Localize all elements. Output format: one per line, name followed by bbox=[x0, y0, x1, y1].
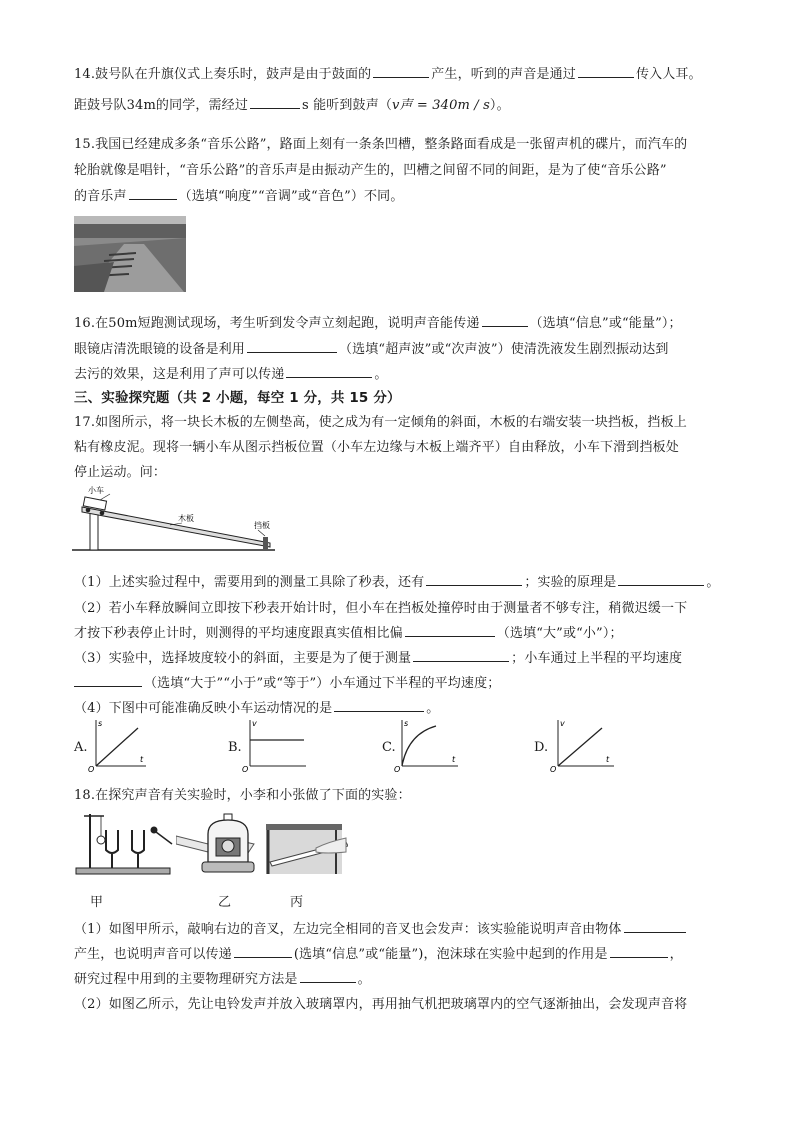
q18-blank-2[interactable] bbox=[234, 944, 292, 958]
option-a-graph[interactable] bbox=[86, 716, 150, 772]
q15-text-a: 的音乐声 bbox=[74, 189, 127, 204]
q16-text-c: 眼镜店清洗眼镜的设备是利用 bbox=[74, 342, 245, 357]
axis-s-a: s bbox=[98, 719, 103, 728]
q17-s4-a: （4）下图中可能准确反映小车运动情况的是 bbox=[74, 701, 333, 716]
q14-line2 bbox=[74, 94, 510, 113]
q18-blank-3[interactable] bbox=[610, 944, 668, 958]
option-b-graph[interactable] bbox=[240, 716, 310, 772]
q17-line2: 粘有橡皮泥。现将一辆小车从图示挡板位置（小车左边缘与木板上端齐平）自由释放，小车下滑到挡板处 bbox=[74, 440, 679, 455]
q16-text-b: （选填“信息”或“能量”）； bbox=[529, 316, 682, 331]
q14-text-d: 距鼓号队34m的同学，需经过 bbox=[74, 98, 248, 113]
q18-s1-line1 bbox=[74, 918, 688, 937]
q16-blank-2[interactable] bbox=[247, 339, 337, 353]
q16-blank-1[interactable] bbox=[482, 313, 528, 327]
q17-s3-a: （3）实验中，选择坡度较小的斜面，主要是为了便于测量 bbox=[74, 651, 412, 666]
q17-s2-a: 才按下秒表停止计时，则测得的平均速度跟真实值相比偏 bbox=[74, 626, 403, 641]
option-a-label[interactable]: A. bbox=[74, 740, 88, 755]
q16-text-a: 16.在50m短跑测试现场，考生听到发令声立刻起跑，说明声音能传递 bbox=[74, 316, 480, 331]
option-d-label[interactable]: D. bbox=[534, 740, 549, 755]
q18-s2-line1: （2）如图乙所示，先让电铃发声并放入玻璃罩内，再用抽气机把玻璃罩内的空气逐渐抽出，会发现声音将 bbox=[74, 997, 688, 1012]
incline-figure bbox=[70, 483, 280, 555]
axis-v-b: v bbox=[252, 719, 257, 728]
q16-line2 bbox=[74, 338, 669, 357]
q15-blank[interactable] bbox=[129, 186, 177, 200]
q14-blank-1[interactable] bbox=[373, 64, 429, 78]
q14-text-c: 传入人耳。 bbox=[635, 67, 702, 82]
q16-text-f: 。 bbox=[374, 367, 388, 382]
q16-text-e: 去污的效果，这是利用了声可以传递 bbox=[74, 367, 285, 382]
q18-s1-c: (选填“信息”或“能量”)，泡沫球在实验中起到的作用是 bbox=[293, 947, 608, 962]
q15-line1: 15.我国已经建成多条“音乐公路”，路面上刻有一条条凹槽，整条路面看成是一张留声机的碟片，而汽车的 bbox=[74, 137, 688, 152]
q16-text-d: （选填“超声波”或“次声波”）使清洗液发生剧烈振动达到 bbox=[338, 342, 669, 357]
q15-text-b: （选填“响度”“音调”或“音色”）不同。 bbox=[178, 189, 404, 204]
q18-line1: 18.在探究声音有关实验时，小李和小张做了下面的实验： bbox=[74, 788, 411, 803]
option-c-label[interactable]: C. bbox=[382, 740, 396, 755]
q18-s1-d: ， bbox=[669, 947, 683, 962]
option-d-graph[interactable] bbox=[548, 716, 618, 772]
option-b-label[interactable]: B. bbox=[228, 740, 242, 755]
q18-s1-f: 。 bbox=[357, 972, 371, 987]
q17-blank-3[interactable] bbox=[405, 623, 495, 637]
q17-s2-line1: （2）若小车释放瞬间立即按下秒表开始计时，但小车在挡板处撞停时由于测量者不够专注，稍微迟缓一下 bbox=[74, 601, 688, 616]
music-road-photo bbox=[74, 216, 186, 292]
origin-b: O bbox=[242, 765, 249, 772]
q17-s1-b: ；实验的原理是 bbox=[524, 575, 617, 590]
section-title: 三、实验探究题（共 2 小题，每空 1 分，共 15 分） bbox=[74, 390, 401, 406]
option-c-graph[interactable] bbox=[392, 716, 462, 772]
label-board: 木板 bbox=[178, 514, 194, 523]
axis-t-a: t bbox=[140, 755, 144, 764]
q17-s3-line1 bbox=[74, 647, 682, 666]
q17-line3: 停止运动。问： bbox=[74, 465, 167, 480]
q18-blank-4[interactable] bbox=[300, 969, 356, 983]
origin-d: O bbox=[550, 765, 557, 772]
caption-bing: 丙 bbox=[290, 895, 304, 910]
axis-t-d: t bbox=[606, 755, 610, 764]
q17-blank-4[interactable] bbox=[413, 648, 509, 662]
q14-text-a: 14.鼓号队在升旗仪式上奏乐时，鼓声是由于鼓面的 bbox=[74, 67, 372, 82]
q18-s1-a: （1）如图甲所示，敲响右边的音叉，左边完全相同的音叉也会发声：该实验能说明声音由物体 bbox=[74, 922, 622, 937]
q17-s1 bbox=[74, 571, 720, 590]
q17-s3-b: ；小车通过上半程的平均速度 bbox=[511, 651, 683, 666]
label-stop: 挡板 bbox=[254, 521, 270, 530]
q14-text-e: s 能听到鼓声（ bbox=[301, 98, 392, 113]
q14-text-b: 产生，听到的声音是通过 bbox=[431, 67, 576, 82]
q17-s3-c: （选填“大于”“小于”或“等于”）小车通过下半程的平均速度； bbox=[144, 676, 501, 691]
q17-blank-6[interactable] bbox=[334, 698, 424, 712]
q18-s1-b: 产生，也说明声音可以传递 bbox=[74, 947, 232, 962]
bell-jar-figure bbox=[200, 812, 256, 878]
label-car: 小车 bbox=[88, 486, 104, 495]
caption-jia: 甲 bbox=[90, 895, 104, 910]
caption-yi: 乙 bbox=[218, 895, 232, 910]
q17-s3-line2 bbox=[74, 672, 500, 691]
q16-blank-3[interactable] bbox=[286, 364, 372, 378]
q18-blank-1[interactable] bbox=[624, 919, 686, 933]
q14-line1 bbox=[74, 63, 702, 82]
q18-s1-e: 研究过程中用到的主要物理研究方法是 bbox=[74, 972, 298, 987]
q17-s4-b: 。 bbox=[426, 701, 440, 716]
q17-blank-5[interactable] bbox=[74, 673, 142, 687]
q14-blank-3[interactable] bbox=[250, 95, 300, 109]
q17-s4 bbox=[74, 697, 439, 716]
tuning-fork-figure bbox=[74, 810, 174, 878]
q14-blank-2[interactable] bbox=[578, 64, 634, 78]
q14-text-f: ）。 bbox=[489, 98, 510, 113]
q15-line2: 轮胎就像是唱针，“音乐公路”的音乐声是由振动产生的，凹槽之间留不同的间距，是为了使“音乐公路” bbox=[74, 163, 667, 178]
q14-formula: v声 = 340m / s bbox=[392, 98, 490, 113]
origin-a: O bbox=[88, 765, 95, 772]
q17-s2-b: （选填“大”或“小”）； bbox=[496, 626, 623, 641]
q17-blank-1[interactable] bbox=[426, 572, 522, 586]
q17-line1: 17.如图所示，将一块长木板的左侧垫高，使之成为有一定倾角的斜面，木板的右端安装一块挡板，挡板上 bbox=[74, 415, 687, 430]
q17-s2-line2 bbox=[74, 622, 623, 641]
q15-line3 bbox=[74, 185, 404, 204]
axis-s-c: s bbox=[404, 719, 409, 728]
origin-c: O bbox=[394, 765, 401, 772]
q18-s1-line2 bbox=[74, 943, 683, 962]
q17-blank-2[interactable] bbox=[618, 572, 704, 586]
q17-s1-c: 。 bbox=[706, 575, 720, 590]
q16-line1 bbox=[74, 312, 682, 331]
q17-s1-a: （1）上述实验过程中，需要用到的测量工具除了秒表，还有 bbox=[74, 575, 425, 590]
axis-v-d: v bbox=[560, 719, 565, 728]
q18-s1-line3 bbox=[74, 968, 371, 987]
q16-line3 bbox=[74, 363, 388, 382]
axis-t-c: t bbox=[452, 755, 456, 764]
ruler-table-figure bbox=[266, 818, 348, 878]
